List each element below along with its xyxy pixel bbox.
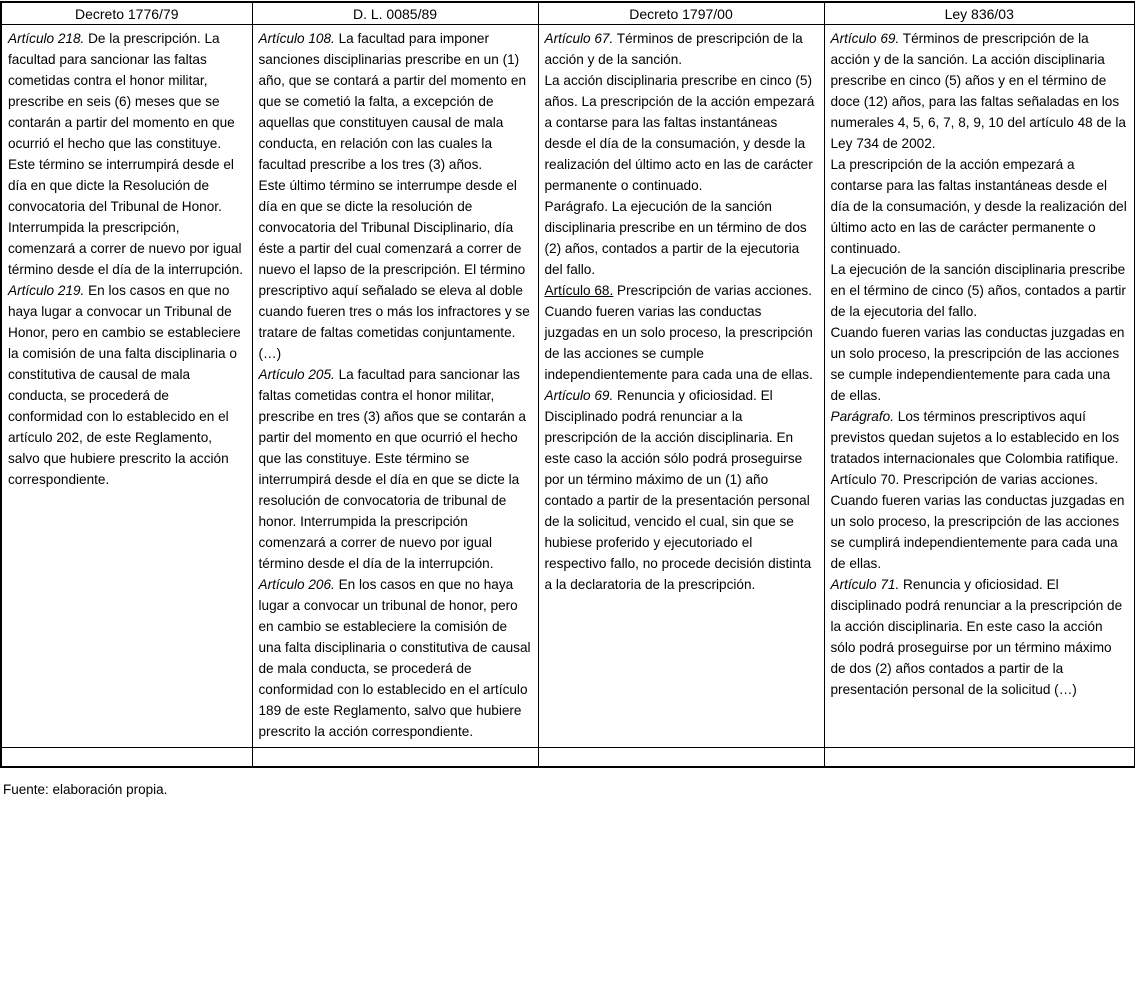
article-label-italic: Artículo 67.	[544, 31, 614, 46]
article-body-text: Cuando fueren varias las conductas juzgadas en un solo proceso, la prescripción de las acciones se cumple independientemente para cada una de ellas.	[830, 325, 1125, 403]
article-body-text: De la prescripción. La facultad para sancionar las faltas cometidas contra el honor militar, prescribe en seis (6) meses que se contarán a partir del momento en que ocurrió el hecho que las constituye. Este término se interrumpirá desde el día en que dicte la Resolución de convocatoria del Tribunal de Honor. Interrumpida la prescripción, comenzará a correr de nuevo por igual término desde el día de la interrupción.	[8, 31, 244, 277]
article-paragraph	[545, 280, 818, 385]
article-label-italic: Artículo 69.	[830, 31, 900, 46]
table-empty-row	[1, 748, 1135, 767]
article-body-text: (…)	[258, 346, 282, 361]
article-paragraph	[259, 574, 532, 742]
article-label-italic: Artículo 218.	[8, 31, 85, 46]
article-body-text: Prescripción de varias acciones. Cuando fueren varias las conductas juzgadas en un solo proceso, la prescripción de las acciones se cumple independientemente para cada una de ellas.	[544, 283, 813, 382]
article-body-text: Los términos prescriptivos aquí previstos quedan sujetos a lo establecido en los tratados internacionales que Colombia ratifique.	[830, 409, 1120, 466]
article-paragraph	[8, 280, 246, 490]
empty-cell	[538, 748, 824, 767]
empty-cell	[252, 748, 538, 767]
article-label-italic: Artículo 206.	[258, 577, 335, 592]
article-paragraph	[259, 28, 532, 175]
article-body-text: Términos de prescripción de la acción y de la sanción. La acción disciplinaria prescribe en cinco (5) años y en el término de doce (12) años, para las faltas señaladas en los numerales 4, 5, 6, 7, 8, 9, 10 del artículo 48 de la Ley 734 de 2002.	[830, 31, 1126, 151]
article-body-text: Renuncia y oficiosidad. El Disciplinado podrá renunciar a la prescripción de la acción disciplinaria. En este caso la acción sólo podrá proseguirse por un término máximo de un (1) año contado a partir de la presentación personal de la solicitud, vencido el cual, sin que se hubiese proferido y ejecutoriado el respectivo fallo, no procede decisión distinta a la declaratoria de la prescripción.	[544, 388, 812, 592]
article-label-italic: Artículo 205.	[258, 367, 335, 382]
article-paragraph	[8, 28, 246, 280]
column-header-decreto-1776-79: Decreto 1776/79	[1, 2, 252, 25]
article-paragraph	[259, 175, 532, 343]
article-text-cell-3	[538, 25, 824, 748]
article-body-text: En los casos en que no haya lugar a convocar un tribunal de honor, pero en cambio se estableciere la comisión de una falta disciplinaria o constitutiva de causal de mala conducta, se procederá de conformidad con lo establecido en el artículo 189 de este Reglamento, salvo que hubiere prescrito la acción correspondiente.	[258, 577, 531, 739]
column-header-ley-836-03: Ley 836/03	[824, 2, 1135, 25]
article-body-text: La ejecución de la sanción disciplinaria prescribe en el término de cinco (5) años, contados a partir de la ejecutoria del fallo.	[830, 262, 1126, 319]
article-text-cell-2	[252, 25, 538, 748]
article-body-text: La facultad para imponer sanciones disciplinarias prescribe en un (1) año, que se contará a partir del momento en que se cometió la falta, a excepción de aquellas que constituyen causal de mala conducta, en relación con las cuales la facultad prescribe a los tres (3) años.	[258, 31, 527, 172]
column-header-decreto-1797-00: Decreto 1797/00	[538, 2, 824, 25]
article-paragraph	[831, 28, 1129, 154]
article-paragraph	[831, 259, 1129, 322]
article-label-italic: Parágrafo.	[830, 409, 894, 424]
article-text-cell-1	[1, 25, 252, 748]
article-label-italic: Artículo 69.	[544, 388, 614, 403]
article-label-italic: Artículo 219.	[8, 283, 85, 298]
table-header-row	[1, 2, 1135, 25]
table-body-row	[1, 25, 1135, 748]
article-paragraph	[831, 154, 1129, 259]
article-body-text: Artículo 70. Prescripción de varias acciones. Cuando fueren varias las conductas juzgadas en un solo proceso, la prescripción de las acciones se cumplirá independientemente para cada una de ellas.	[830, 472, 1125, 571]
article-body-text: Renuncia y oficiosidad. El disciplinado podrá renunciar a la prescripción de la acción disciplinaria. En este caso la acción sólo podrá proseguirse por un término máximo de dos (2) años contados a partir de la presentación personal de la solicitud (…)	[830, 577, 1123, 697]
article-paragraph	[831, 469, 1129, 574]
article-paragraph	[545, 196, 818, 280]
article-body-text: La prescripción de la acción empezará a contarse para las faltas instantáneas desde el día de la consumación, y desde la realización del último acto en las de carácter permanente o continuado.	[830, 157, 1127, 256]
article-paragraph	[259, 364, 532, 574]
article-paragraph	[831, 574, 1129, 700]
article-paragraph	[545, 70, 818, 196]
article-paragraph	[545, 28, 818, 70]
article-paragraph	[831, 406, 1129, 469]
article-body-text: Este último término se interrumpe desde el día en que se dicte la resolución de convocatoria del Tribunal Disciplinario, día éste a partir del cual comenzará a correr de nuevo el lapso de la prescripción. El término prescriptivo aquí señalado se eleva al doble cuando fueren tres o más los infractores y se tratare de faltas cometidas conjuntamente.	[258, 178, 530, 340]
article-label-underlined: Artículo 68.	[544, 283, 614, 298]
article-label-italic: Artículo 108.	[258, 31, 335, 46]
source-note: Fuente: elaboración propia.	[3, 781, 168, 797]
article-text-cell-4	[824, 25, 1135, 748]
article-body-text: Términos de prescripción de la acción y de la sanción.	[544, 31, 803, 67]
article-body-text: La facultad para sancionar las faltas cometidas contra el honor militar, prescribe en tres (3) años que se contarán a partir del momento en que ocurrió el hecho que las constituye. Este término se interrumpirá desde el día en que se dicte la resolución de convocatoria de tribunal de honor. Interrumpida la prescripción comenzará a correr de nuevo por igual término desde el día de la interrupción.	[258, 367, 526, 571]
empty-cell	[824, 748, 1135, 767]
empty-cell	[1, 748, 252, 767]
article-body-text: Parágrafo. La ejecución de la sanción disciplinaria prescribe en un término de dos (2) años, contados a partir de la ejecutoria del fallo.	[544, 199, 807, 277]
article-paragraph	[545, 385, 818, 595]
column-header-dl-0085-89: D. L. 0085/89	[252, 2, 538, 25]
article-label-italic: Artículo 71.	[830, 577, 900, 592]
article-paragraph	[831, 322, 1129, 406]
article-body-text: En los casos en que no haya lugar a convocar un Tribunal de Honor, pero en cambio se estableciere la comisión de una falta disciplinaria o constitutiva de causal de mala conducta, se procederá de conformidad con lo establecido en el artículo 202, de este Reglamento, salvo que hubiere prescrito la acción correspondiente.	[8, 283, 241, 487]
article-paragraph	[259, 343, 532, 364]
article-body-text: La acción disciplinaria prescribe en cinco (5) años. La prescripción de la acción empezará a contarse para las faltas instantáneas desde el día de la consumación, y desde la realización del último acto en las de carácter permanente o continuado.	[544, 73, 815, 193]
legal-comparison-table	[0, 1, 1135, 768]
